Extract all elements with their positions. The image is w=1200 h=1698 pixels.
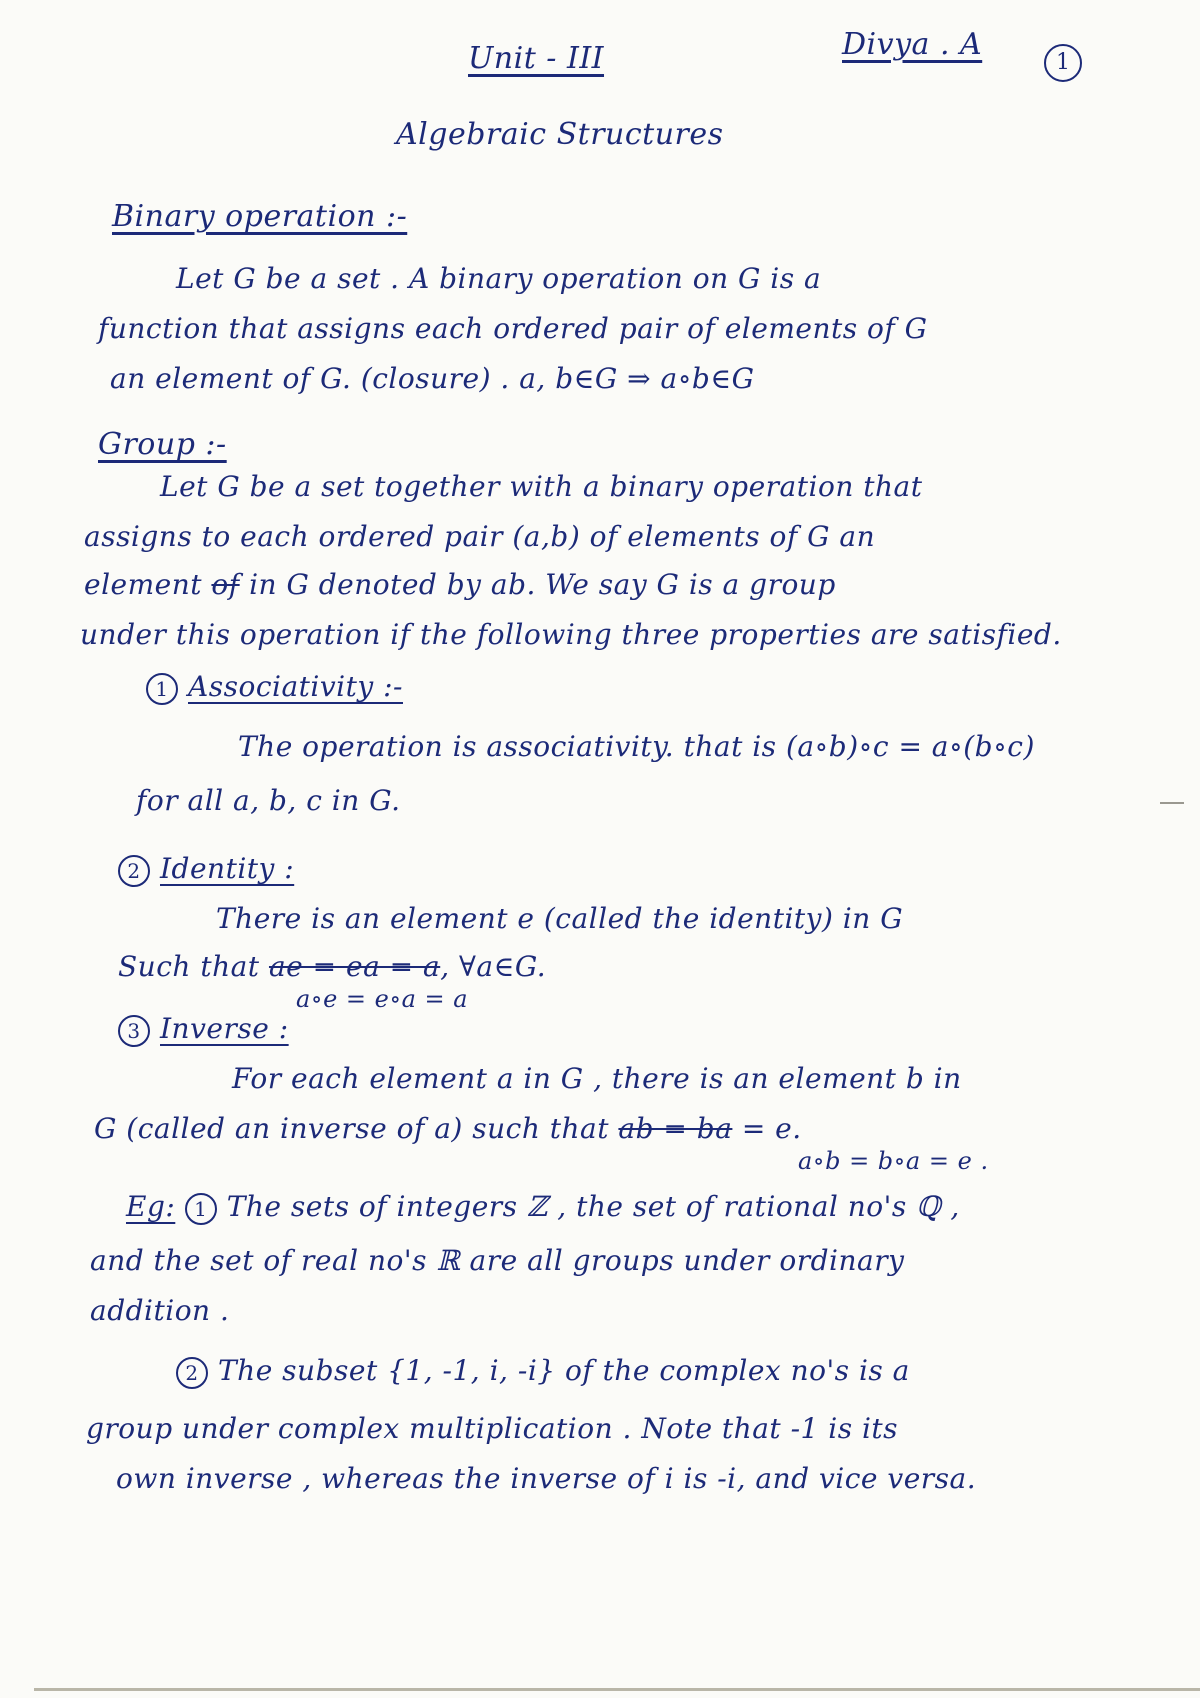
group-heading: Group :-	[98, 427, 227, 462]
margin-dash	[1160, 802, 1184, 804]
group-line-3-end: in G denoted by ab. We say G is a group	[249, 568, 836, 601]
example-1-number: 1	[185, 1193, 217, 1225]
identity-correction: a∘e = e∘a = a	[296, 985, 469, 1013]
group-line-3-struck: of	[211, 568, 240, 601]
identity-heading-row	[118, 852, 294, 887]
inverse-correction: a∘b = b∘a = e .	[798, 1147, 989, 1175]
unit-label: Unit - III	[468, 41, 605, 76]
author-name: Divya . A	[842, 27, 983, 62]
inverse-line-2-start: G (called an inverse of a) such that	[94, 1112, 609, 1145]
bottom-rule	[34, 1688, 1200, 1691]
group-line-3-start: element	[84, 568, 203, 601]
inverse-line-2-struck: ab = ba	[618, 1112, 733, 1145]
associativity-heading-row	[146, 670, 403, 705]
example-2-line-3: own inverse , whereas the inverse of i is -i, and vice versa.	[116, 1462, 977, 1495]
example-2-line-2: group under complex multiplication . Note that -1 is its	[86, 1412, 899, 1445]
identity-line-2-end: , ∀a∈G.	[440, 950, 547, 983]
inverse-heading-row	[118, 1012, 289, 1047]
binary-operation-heading: Binary operation :-	[112, 199, 408, 234]
page-title: Algebraic Structures	[396, 117, 724, 152]
binary-operation-line-2: function that assigns each ordered pair of elements of G	[98, 312, 928, 345]
example-label: Eg:	[126, 1190, 176, 1223]
inverse-heading: Inverse :	[160, 1012, 289, 1045]
inverse-line-2-end: = e.	[741, 1112, 802, 1145]
identity-line-2	[118, 950, 546, 984]
example-1-text-1: The sets of integers ℤ , the set of rational no's ℚ ,	[226, 1190, 960, 1223]
group-line-2: assigns to each ordered pair (a,b) of elements of G an	[84, 520, 876, 553]
example-2-number: 2	[176, 1357, 208, 1389]
identity-line-2-start: Such that	[118, 950, 260, 983]
example-1-line-2: and the set of real no's ℝ are all groups under ordinary	[90, 1244, 905, 1277]
binary-operation-line-1: Let G be a set . A binary operation on G is a	[176, 262, 822, 295]
identity-line-1: There is an element e (called the identity) in G	[216, 902, 904, 935]
example-1-line-3: addition .	[90, 1294, 230, 1327]
group-line-3	[84, 568, 836, 602]
example-1-line-1	[126, 1190, 960, 1225]
group-line-4: under this operation if the following three properties are satisfied.	[80, 618, 1062, 651]
identity-number: 2	[118, 855, 150, 887]
inverse-line-2	[94, 1112, 802, 1146]
example-2-line-1	[176, 1354, 910, 1389]
associativity-line-1: The operation is associativity. that is (a∘b)∘c = a∘(b∘c)	[238, 730, 1035, 763]
identity-heading: Identity :	[160, 852, 295, 885]
identity-line-2-struck: ae = ea = a	[268, 950, 441, 983]
group-line-1: Let G be a set together with a binary operation that	[160, 470, 923, 503]
inverse-number: 3	[118, 1015, 150, 1047]
associativity-heading: Associativity :-	[188, 670, 403, 703]
associativity-number: 1	[146, 673, 178, 705]
binary-operation-line-3: an element of G. (closure) . a, b∈G ⇒ a∘b∈G	[110, 362, 755, 395]
associativity-line-2: for all a, b, c in G.	[136, 784, 401, 817]
page-number: 1	[1044, 44, 1082, 82]
example-2-text-1: The subset {1, -1, i, -i} of the complex no's is a	[218, 1354, 910, 1387]
inverse-line-1: For each element a in G , there is an element b in	[232, 1062, 962, 1095]
